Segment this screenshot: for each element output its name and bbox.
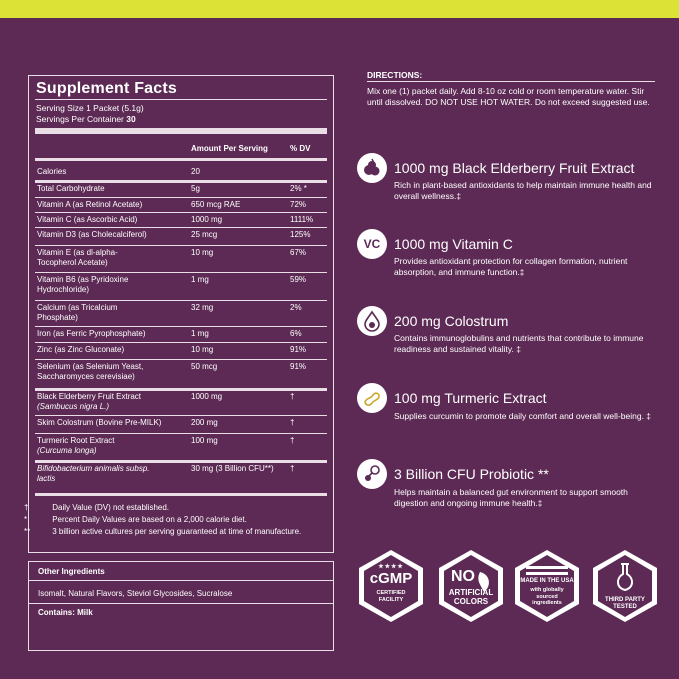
supplement-facts-title: Supplement Facts bbox=[36, 80, 178, 97]
nutrient-dv: 91% bbox=[290, 345, 307, 354]
row-divider bbox=[35, 300, 327, 301]
row-divider bbox=[35, 272, 327, 273]
nutrient-name: Turmeric Root Extract (Curcuma longa) bbox=[37, 436, 115, 455]
nutrient-name: Skim Colostrum (Bovine Pre-MILK) bbox=[37, 418, 162, 427]
row-divider bbox=[35, 227, 327, 228]
nutrient-amount: 1000 mg bbox=[191, 215, 223, 224]
divider bbox=[29, 603, 333, 604]
nutrient-dv: 125% bbox=[290, 230, 311, 239]
row-divider bbox=[35, 359, 327, 360]
probiotic-icon bbox=[357, 459, 387, 489]
other-ingredients-text: Isomalt, Natural Flavors, Steviol Glycosides, Sucralose bbox=[38, 589, 233, 598]
nutrient-amount: 650 mcg RAE bbox=[191, 200, 241, 209]
colostrum-drop-icon bbox=[357, 306, 387, 336]
nutrient-dv: 2% * bbox=[290, 184, 307, 193]
footnote: ** 3 billion active cultures per serving guaranteed at time of manufacture. bbox=[24, 527, 302, 536]
row-divider bbox=[35, 326, 327, 327]
nutrient-dv: 1111% bbox=[290, 215, 314, 224]
nutrient-dv: 2% bbox=[290, 303, 302, 312]
feature-title: 200 mg Colostrum bbox=[394, 313, 509, 329]
serving-size: Serving Size 1 Packet (5.1g) bbox=[36, 103, 144, 113]
nutrient-amount: 10 mg bbox=[191, 345, 214, 354]
nutrient-name: Black Elderberry Fruit Extract (Sambucus nigra L.) bbox=[37, 392, 142, 411]
nutrient-dv: † bbox=[290, 418, 295, 427]
nutrient-name: Iron (as Ferric Pyrophosphate) bbox=[37, 329, 146, 338]
elderberry-icon bbox=[357, 153, 387, 183]
feature-title: 3 Billion CFU Probiotic ** bbox=[394, 466, 549, 482]
nutrient-name: Vitamin A (as Retinol Acetate) bbox=[37, 200, 143, 209]
feature-title: 100 mg Turmeric Extract bbox=[394, 390, 547, 406]
other-ingredients-title: Other Ingredients bbox=[38, 567, 105, 576]
nutrient-dv: † bbox=[290, 392, 295, 401]
row-divider bbox=[35, 197, 327, 198]
directions-label: DIRECTIONS: bbox=[367, 70, 423, 80]
footnote: † Daily Value (DV) not established. bbox=[24, 503, 170, 512]
nutrient-dv: 67% bbox=[290, 248, 307, 257]
nutrient-amount: 200 mg bbox=[191, 418, 218, 427]
made-in-usa-badge-icon: MADE IN THE USA with globally sourced ingredients bbox=[512, 548, 582, 624]
nutrient-amount: 32 mg bbox=[191, 303, 214, 312]
feature-desc: Rich in plant-based antioxidants to help maintain immune health and overall wellness.‡ bbox=[394, 180, 652, 201]
feature-title: 1000 mg Vitamin C bbox=[394, 236, 513, 252]
nutrient-dv: 6% bbox=[290, 329, 302, 338]
nutrient-name: Vitamin E (as dl-alpha- Tocopherol Acetate) bbox=[37, 248, 118, 267]
contains-text: Contains: Milk bbox=[38, 608, 93, 617]
nutrient-amount: 20 bbox=[191, 167, 200, 176]
turmeric-root-icon bbox=[357, 383, 387, 413]
row-divider bbox=[35, 433, 327, 434]
row-divider bbox=[35, 342, 327, 343]
nutrient-amount: 5g bbox=[191, 184, 200, 193]
feature-desc: Contains immunoglobulins and nutrients that contribute to immune readiness and sustained vitality. ‡ bbox=[394, 333, 644, 354]
footnote: * Percent Daily Values are based on a 2,000 calorie diet. bbox=[24, 515, 247, 524]
row-divider bbox=[35, 415, 327, 416]
nutrient-amount: 10 mg bbox=[191, 248, 214, 257]
nutrient-dv: 59% bbox=[290, 275, 307, 284]
directions-text: Mix one (1) packet daily. Add 8-10 oz cold or room temperature water. Stir until dissolved. DO NOT USE HOT WATER. Do not exceed suggested use. bbox=[367, 86, 650, 107]
directions-divider bbox=[367, 81, 655, 82]
nutrient-name: Bifidobacterium animalis subsp. lactis bbox=[37, 464, 150, 483]
nutrient-name: Calcium (as Tricalcium Phosphate) bbox=[37, 303, 118, 322]
nutrient-name: Zinc (as Zinc Gluconate) bbox=[37, 345, 125, 354]
feature-desc: Helps maintain a balanced gut environment to support smooth digestion and ongoing immune health.‡ bbox=[394, 487, 628, 508]
nutrient-name: Calories bbox=[37, 167, 67, 176]
nutrient-name: Selenium (as Selenium Yeast, Saccharomyces cerevisiae) bbox=[37, 362, 144, 381]
nutrient-amount: 100 mg bbox=[191, 436, 218, 445]
nutrient-amount: 1000 mg bbox=[191, 392, 223, 401]
feature-desc: Supplies curcumin to promote daily comfort and overall well-being. ‡ bbox=[394, 411, 652, 421]
nutrient-name: Total Carbohydrate bbox=[37, 184, 105, 193]
row-divider bbox=[35, 180, 327, 183]
cgmp-badge-icon: ★★★★ cGMP CERTIFIED FACILITY bbox=[356, 548, 426, 624]
row-divider bbox=[35, 388, 327, 391]
nutrient-amount: 30 mg (3 Billion CFU**) bbox=[191, 464, 274, 473]
nutrient-dv: 91% bbox=[290, 362, 307, 371]
nutrient-dv: 72% bbox=[290, 200, 307, 209]
feature-desc: Provides antioxidant protection for collagen formation, nutrient absorption, and immune function.‡ bbox=[394, 256, 628, 277]
nutrient-amount: 1 mg bbox=[191, 275, 209, 284]
dv-header: % DV bbox=[290, 144, 311, 153]
nutrient-dv: † bbox=[290, 464, 295, 473]
nutrient-name: Vitamin C (as Ascorbic Acid) bbox=[37, 215, 138, 224]
vitamin-c-icon: VC bbox=[357, 229, 387, 259]
divider bbox=[35, 99, 327, 100]
divider bbox=[29, 580, 333, 581]
nutrient-dv: † bbox=[290, 436, 295, 445]
top-accent-bar bbox=[0, 0, 679, 18]
nutrient-amount: 25 mcg bbox=[191, 230, 218, 239]
third-party-tested-badge-icon: THIRD PARTY TESTED bbox=[590, 548, 660, 624]
nutrient-amount: 50 mcg bbox=[191, 362, 218, 371]
nutrient-name: Vitamin D3 (as Cholecalciferol) bbox=[37, 230, 147, 239]
row-divider bbox=[35, 245, 327, 246]
thick-divider bbox=[35, 158, 327, 161]
amount-per-serving-header: Amount Per Serving bbox=[191, 144, 268, 153]
nutrient-name: Vitamin B6 (as Pyridoxine Hydrochloride) bbox=[37, 275, 129, 294]
no-artificial-colors-badge-icon: NO ARTIFICIAL COLORS bbox=[436, 548, 506, 624]
row-divider bbox=[35, 212, 327, 213]
servings-per-container: Servings Per Container 30 bbox=[36, 114, 136, 124]
thick-divider bbox=[35, 493, 327, 496]
row-divider bbox=[35, 460, 327, 463]
feature-title: 1000 mg Black Elderberry Fruit Extract bbox=[394, 160, 635, 176]
thick-divider bbox=[35, 128, 327, 134]
nutrient-amount: 1 mg bbox=[191, 329, 209, 338]
